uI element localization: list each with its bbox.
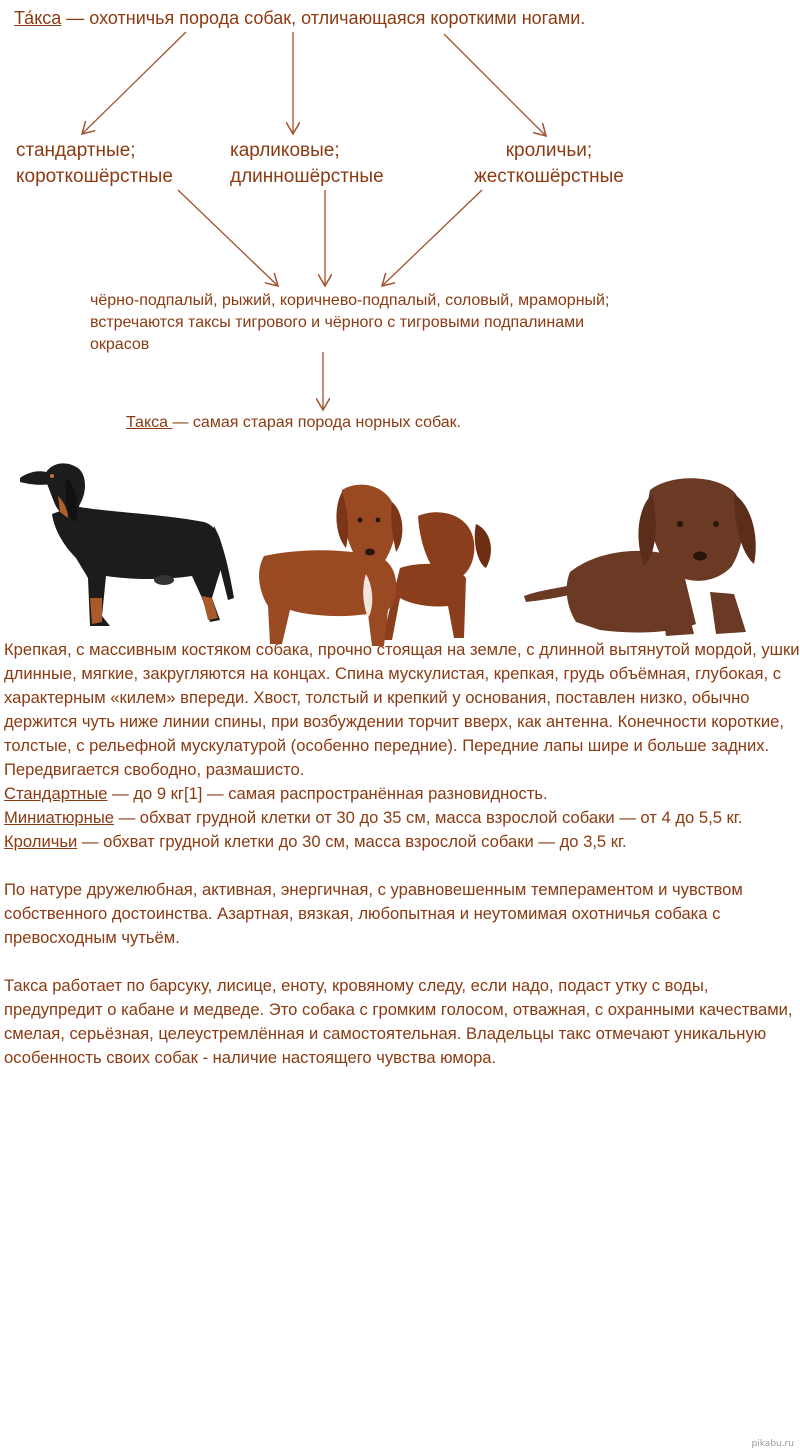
category-standard-line2: короткошёрстные [16,166,173,187]
work-paragraph: Такса работает по барсуку, лисице, еноту, кровяному следу, если надо, подаст утку с воды, предупредит о кабане и медведе. Это собака с громким голосом, отважная, с охранными качествами, смелая, серьёзная, целеустремлённая и самостоятельная. Владельцы такс отмечают уникальную особенность своих собак - наличие настоящего чувства юмора. [4,976,793,1067]
arrow-to-standard [82,32,186,134]
header-term: Та́кса [14,8,62,28]
variety-rabbit-text: — обхват грудной клетки до 30 см, масса взрослой собаки — до 3,5 кг. [77,832,627,851]
arrows-diagram [0,0,800,434]
arrow-to-rabbit [444,34,546,136]
variety-miniature [4,806,800,830]
category-dwarf [230,138,384,190]
red-dachshunds-image [250,478,505,646]
variety-standard-text: — до 9 кг[1] — самая распространённая разновидность. [107,784,548,803]
description-paragraph: Крепкая, с массивным костяком собака, прочно стоящая на земле, с длинной вытянутой мордой, ушки длинные, мягкие, закругляются на концах. Спина мускулистая, крепкая, грудь объёмная, глубокая, с характерным «килем» впереди. Хвост, толстый и крепкий у основания, поставлен низко, обычно держится чуть ниже линии спины, при возбуждении торчит вверх, как антенна. Конечности короткие, толстые, с рельефной мускулатурой (особенно передние). Передние лапы шире и больше задних. Передвигается свободно, размашисто. [4,640,800,779]
dachshund-photos [0,434,800,646]
variety-rabbit-name: Кроличьи [4,832,78,851]
arrow-from-wirehair [382,190,482,286]
oldest-text: — самая старая порода норных собак. [172,414,462,431]
black-tan-dachshund-image [14,448,239,638]
category-dwarf-line2: длинношёрстные [230,166,384,187]
oldest-breed-line [126,414,461,432]
category-rabbit-line2: жесткошёрстные [474,166,624,187]
arrow-from-shorthair [178,190,278,286]
category-standard-line1: стандартные; [16,140,136,161]
variety-miniature-text: — обхват грудной клетки от 30 до 35 см, масса взрослой собаки — от 4 до 5,5 кг. [113,808,743,827]
category-rabbit-line1: кроличьи; [505,140,593,161]
coat-colors-text: чёрно-подпалый, рыжий, коричнево-подпалый, соловый, мраморный; встречаются таксы тигрового и чёрного с тигровыми подпалинами окрасов [90,292,610,353]
brown-puppy-image [520,474,780,646]
watermark: pikabu.ru [751,1439,794,1449]
header-text: — охотничья порода собак, отличающаяся короткими ногами. [61,8,586,28]
category-standard [16,138,173,190]
variety-rabbit [4,830,800,854]
temperament-paragraph: По натуре дружелюбная, активная, энергичная, с уравновешенным темпераментом и чувством собственного достоинства. Азартная, вязкая, любопытная и неутомимая охотничья собака с превосходным чутьём. [4,880,743,947]
category-dwarf-line1: карликовые; [230,140,340,161]
variety-standard-name: Стандартные [4,784,108,803]
article-body [4,638,800,1070]
variety-standard [4,782,800,806]
category-rabbit [474,138,624,190]
oldest-term: Такса [126,414,173,431]
variety-miniature-name: Миниатюрные [4,808,114,827]
